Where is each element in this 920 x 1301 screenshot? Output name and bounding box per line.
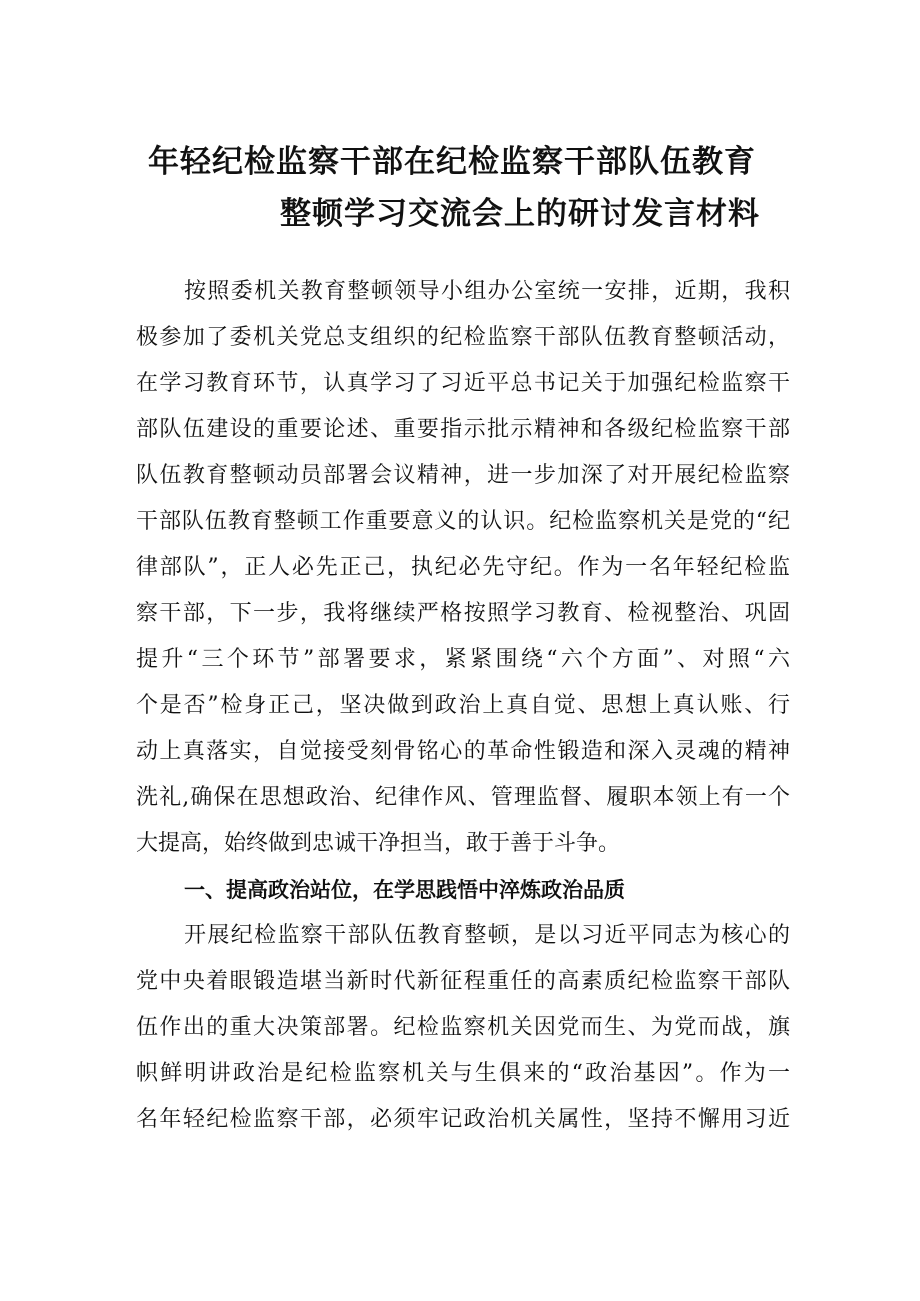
paragraph-line: 大提高，始终做到忠诚干净担当，敢于善于斗争。 <box>136 831 621 856</box>
document-title-line-1: 年轻纪检监察干部在纪检监察干部队伍教育 <box>148 144 756 180</box>
paragraph-line: 部队伍建设的重要论述、重要指示批示精神和各级纪检监察干部 <box>136 417 790 442</box>
paragraph-line: 按照委机关教育整顿领导小组办公室统一安排，近期，我积 <box>184 279 790 304</box>
paragraph-line: 在学习教育环节，认真学习了习近平总书记关于加强纪检监察干 <box>136 371 790 396</box>
paragraph-line: 察干部，下一步，我将继续严格按照学习教育、检视整治、巩固 <box>136 601 790 626</box>
paragraph-line: 干部队伍教育整顿工作重要意义的认识。纪检监察机关是党的“纪 <box>136 509 790 534</box>
paragraph-line: 洗礼,确保在思想政治、纪律作风、管理监督、履职本领上有一个 <box>136 785 790 810</box>
document-title-line-2: 整顿学习交流会上的研讨发言材料 <box>280 196 760 232</box>
section-heading: 一、提高政治站位，在学思践悟中淬炼政治品质 <box>184 878 625 902</box>
paragraph-line: 党中央着眼锻造堪当新时代新征程重任的高素质纪检监察干部队 <box>136 969 790 994</box>
paragraph-line: 名年轻纪检监察干部，必须牢记政治机关属性，坚持不懈用习近 <box>136 1107 790 1132</box>
paragraph-line: 个是否”检身正己，坚决做到政治上真自觉、思想上真认账、行 <box>136 693 790 718</box>
paragraph-line: 伍作出的重大决策部署。纪检监察机关因党而生、为党而战，旗 <box>136 1015 790 1040</box>
paragraph-line: 极参加了委机关党总支组织的纪检监察干部队伍教育整顿活动， <box>136 325 790 350</box>
paragraph-line: 帜鲜明讲政治是纪检监察机关与生俱来的“政治基因”。作为一 <box>136 1061 790 1086</box>
paragraph-line: 动上真落实，自觉接受刻骨铭心的革命性锻造和深入灵魂的精神 <box>136 739 790 764</box>
paragraph-line: 开展纪检监察干部队伍教育整顿，是以习近平同志为核心的 <box>184 923 790 948</box>
paragraph-line: 提升“三个环节”部署要求，紧紧围绕“六个方面”、对照“六 <box>136 647 790 672</box>
paragraph-line: 律部队”，正人必先正己，执纪必先守纪。作为一名年轻纪检监 <box>136 555 790 580</box>
paragraph-line: 队伍教育整顿动员部署会议精神，进一步加深了对开展纪检监察 <box>136 463 790 488</box>
